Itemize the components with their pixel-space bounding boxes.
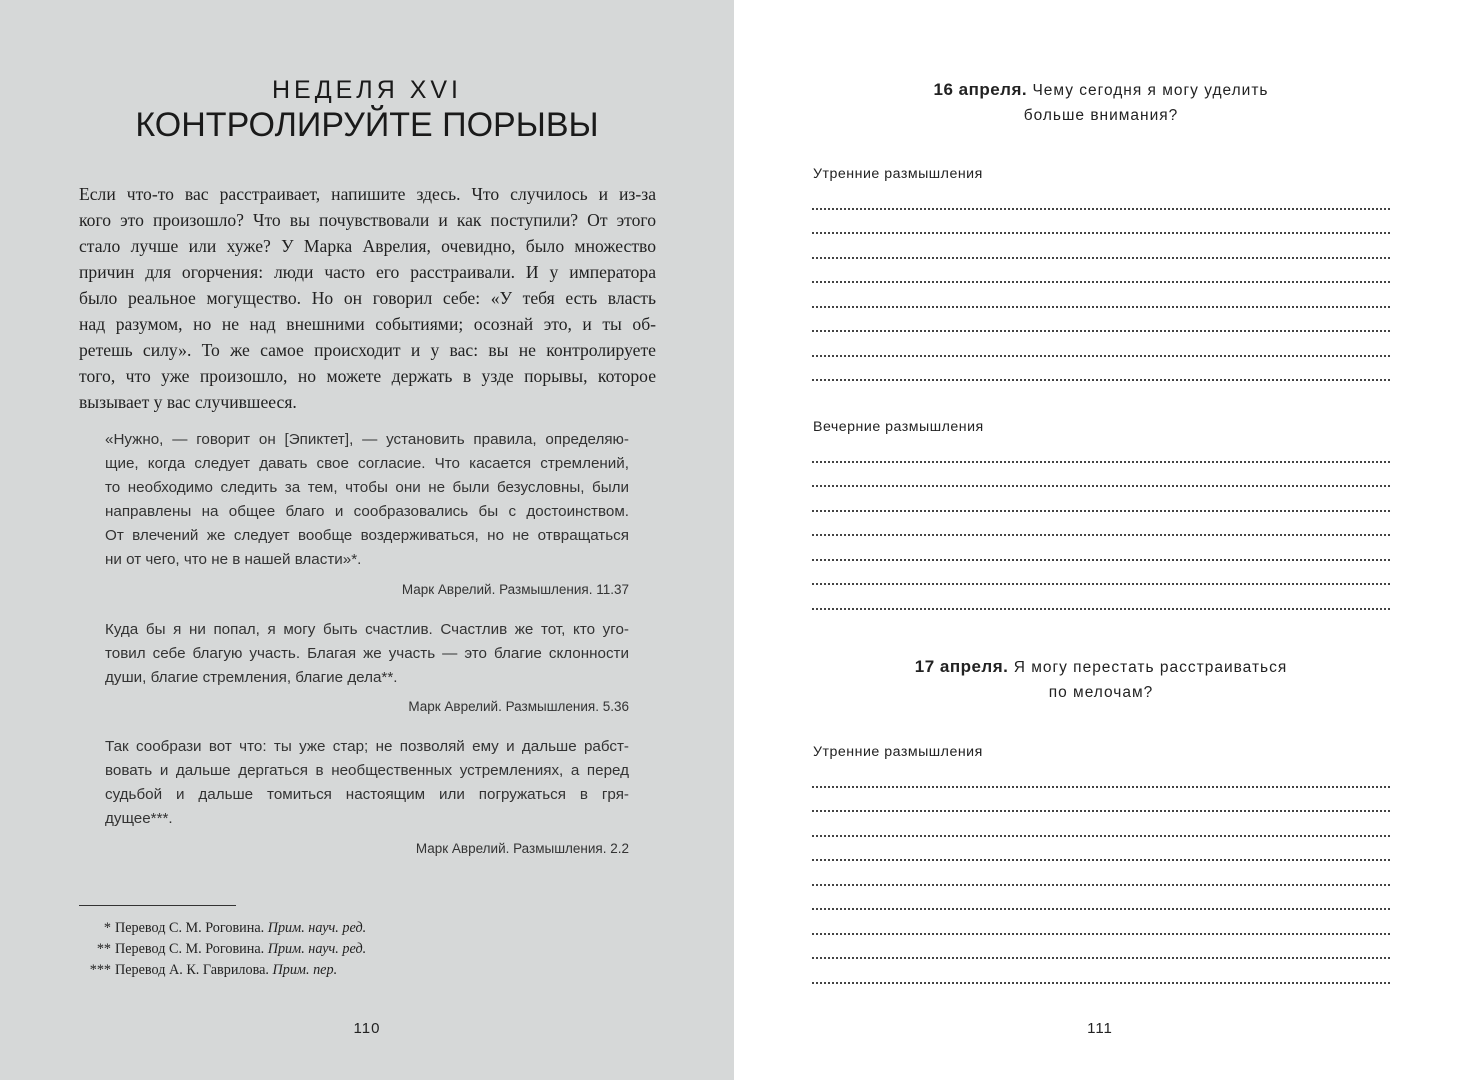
footnote: * Перевод С. М. Роговина. Прим. науч. ред. <box>103 920 367 936</box>
evening-label: Вечерние размышления <box>813 419 984 435</box>
morning-writing-lines[interactable] <box>812 185 1390 381</box>
intro-line: ретешь силу». То же самое происходит и у вас: вы не контролируете <box>79 340 656 360</box>
writing-line[interactable] <box>812 210 1390 235</box>
quote-3 <box>105 735 629 831</box>
quote-line: товил себе благую участь. Благая же участь — это благие склонности <box>105 645 629 662</box>
writing-line[interactable] <box>812 585 1390 610</box>
writing-line[interactable] <box>812 332 1390 357</box>
quote-line: дущее***. <box>105 810 173 827</box>
week-title: КОНТРОЛИРУЙТЕ ПОРЫВЫ <box>135 106 599 144</box>
writing-line[interactable] <box>812 812 1390 837</box>
quote-source: Марк Аврелий. Размышления. 5.36 <box>408 699 629 714</box>
intro-line: вызывает у вас случившееся. <box>79 392 297 412</box>
writing-line[interactable] <box>812 357 1390 382</box>
writing-line[interactable] <box>812 886 1390 911</box>
writing-line[interactable] <box>812 185 1390 210</box>
writing-line[interactable] <box>812 837 1390 862</box>
quote-line: От влечений же следует вообще воздерживаться, но не отвращаться <box>105 527 629 544</box>
morning-label: Утренние размышления <box>813 744 983 760</box>
writing-line[interactable] <box>812 487 1390 512</box>
footnote: ** Перевод С. М. Роговина. Прим. науч. ред. <box>96 941 367 957</box>
quote-line: души, благие стремления, благие дела**. <box>105 669 398 686</box>
quote-line: судьбой и дальше томиться настоящим или погружаться в гря- <box>105 786 629 803</box>
quote-line: вовать и дальше дергаться в необщественных устремлениях, а перед <box>105 762 629 779</box>
writing-line[interactable] <box>812 259 1390 284</box>
page-number-left: 110 <box>353 1020 381 1037</box>
quote-source: Марк Аврелий. Размышления. 2.2 <box>415 841 629 856</box>
writing-line[interactable] <box>812 512 1390 537</box>
intro-line: было реальное могущество. Но он говорил себе: «У тебя есть власть <box>79 288 656 308</box>
prompt-question: Чему сегодня я могу уделить <box>1032 82 1269 99</box>
morning-label: Утренние размышления <box>813 166 983 182</box>
intro-line: того, что уже произошло, но можете держать в узде порывы, которое <box>79 366 656 386</box>
writing-line[interactable] <box>812 763 1390 788</box>
prompt-april-17 <box>734 654 1468 705</box>
quote-2 <box>105 618 629 690</box>
writing-line[interactable] <box>812 561 1390 586</box>
intro-line: причин для огорчения: люди часто его расстраивали. И у императора <box>79 262 656 282</box>
right-page <box>734 0 1468 1080</box>
evening-writing-lines[interactable] <box>812 438 1390 610</box>
footnotes <box>79 918 439 981</box>
writing-line[interactable] <box>812 283 1390 308</box>
writing-line[interactable] <box>812 234 1390 259</box>
prompt-date: 16 апреля. <box>933 80 1028 99</box>
morning-writing-lines[interactable] <box>812 763 1390 984</box>
writing-line[interactable] <box>812 788 1390 813</box>
intro-line: стало лучше или хуже? У Марка Аврелия, очевидно, было множество <box>79 236 656 256</box>
page-number-right: 111 <box>1087 1020 1113 1037</box>
writing-line[interactable] <box>812 438 1390 463</box>
prompt-question: Я могу перестать расстраиваться <box>1013 659 1288 676</box>
prompt-question-cont: по мелочам? <box>1048 684 1154 701</box>
quote-line: Куда бы я ни попал, я могу быть счастлив. Счастлив же тот, кто уго- <box>105 621 629 638</box>
intro-line: над разумом, но не над внешними событиями; осознай это, и ты об- <box>79 314 656 334</box>
quote-line: щие, когда следует давать свое согласие. Что касается стремлений, <box>105 455 629 472</box>
intro-line: Если что-то вас расстраивает, напишите здесь. Что случилось и из-за <box>79 184 656 204</box>
footnote: *** Перевод А. К. Гаврилова. Прим. пер. <box>89 962 338 978</box>
prompt-question-cont: больше внимания? <box>1023 107 1179 124</box>
writing-line[interactable] <box>812 463 1390 488</box>
footnote-divider <box>79 905 236 906</box>
quote-line: «Нужно, — говорит он [Эпиктет], — установить правила, определяю- <box>105 431 629 448</box>
intro-paragraph <box>79 181 656 415</box>
quote-line: Так сообрази вот что: ты уже стар; не позволяй ему и дальше рабст- <box>105 738 629 755</box>
prompt-line <box>734 654 1468 680</box>
quote-line: ни от чего, что не в нашей власти»*. <box>105 551 362 568</box>
writing-line[interactable] <box>812 959 1390 984</box>
quote-line: то необходимо следить за тем, чтобы они не были безусловны, были <box>105 479 629 496</box>
week-label: НЕДЕЛЯ XVI <box>271 76 463 104</box>
intro-line: кого это произошло? Что вы почувствовали и как поступили? От этого <box>79 210 656 230</box>
writing-line[interactable] <box>812 935 1390 960</box>
writing-line[interactable] <box>812 536 1390 561</box>
writing-line[interactable] <box>812 861 1390 886</box>
quote-source: Марк Аврелий. Размышления. 11.37 <box>401 582 629 597</box>
prompt-date: 17 апреля. <box>914 657 1009 676</box>
writing-line[interactable] <box>812 308 1390 333</box>
writing-line[interactable] <box>812 910 1390 935</box>
prompt-april-16 <box>734 77 1468 128</box>
quote-line: направлены на общее благо и сообразовались бы с достоинством. <box>105 503 629 520</box>
quote-1 <box>105 428 629 572</box>
prompt-line <box>734 77 1468 103</box>
